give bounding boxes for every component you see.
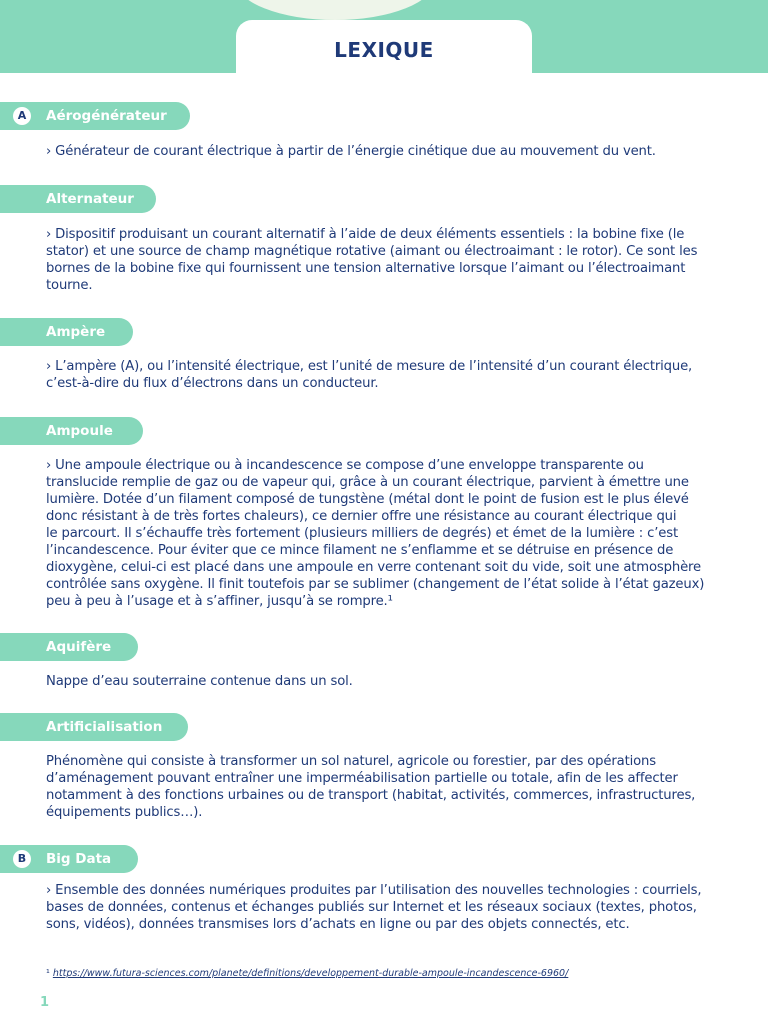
definition-line: peu à peu à l’usage et à s’affiner, jusqu’à se rompre.¹	[46, 594, 393, 609]
footnote-link[interactable]: https://www.futura-sciences.com/planete/definitions/developpement-durable-ampoule-incandescence-6960/	[52, 968, 569, 979]
term-label-alternateur	[0, 185, 156, 213]
term-label-ampoule	[0, 417, 143, 445]
definition-line: › Générateur de courant électrique à partir de l’énergie cinétique due au mouvement du vent.	[46, 144, 656, 159]
letter-badge-a: A	[13, 107, 31, 125]
definition-alternateur	[46, 226, 721, 294]
definition-ampoule	[46, 457, 721, 610]
definition-line: Phénomène qui consiste à transformer un sol naturel, agricole ou forestier, par des opérations	[46, 754, 656, 769]
footnote	[46, 968, 568, 979]
term-name: Ampère	[46, 324, 106, 340]
term-name: Aérogénérateur	[46, 108, 167, 124]
term-label-aerogenerateur	[0, 102, 190, 130]
definition-line: équipements publics…).	[46, 805, 203, 820]
definition-line: contrôlée sans oxygène. Il finit toutefois par se sublimer (changement de l’état solide à l’état gazeux)	[46, 577, 705, 592]
definition-line: c’est-à-dire du flux d’électrons dans un conducteur.	[46, 376, 379, 391]
definition-line: › Dispositif produisant un courant alternatif à l’aide de deux éléments essentiels : la bobine fixe (le	[46, 227, 685, 242]
page-number: 1	[40, 995, 50, 1010]
definition-line: sons, vidéos), données transmises lors d’achats en ligne ou par des objets connectés, etc.	[46, 917, 630, 932]
definition-aerogenerateur	[46, 143, 721, 160]
term-label-aquifere	[0, 633, 138, 661]
definition-line: Nappe d’eau souterraine contenue dans un sol.	[46, 674, 353, 689]
definition-line: › L’ampère (A), ou l’intensité électrique, est l’unité de mesure de l’intensité d’un courant électrique,	[46, 359, 693, 374]
definition-line: translucide remplie de gaz ou de vapeur qui, grâce à un courant électrique, parvient à émettre une	[46, 475, 689, 490]
definition-line: l’incandescence. Pour éviter que ce mince filament ne s’enflamme et se détruise en présence de	[46, 543, 674, 558]
definition-line: d’aménagement pouvant entraîner une imperméabilisation partielle ou totale, afin de les affecter	[46, 771, 678, 786]
term-label-big-data	[0, 845, 138, 873]
definition-line: dioxygène, celui-ci est placé dans une ampoule en verre contenant soit du vide, soit une atmosphère	[46, 560, 701, 575]
definition-line: bases de données, contenus et échanges publiés sur Internet et les réseaux sociaux (textes, photos,	[46, 900, 697, 915]
definition-line: tourne.	[46, 278, 93, 293]
definition-line: notamment à des fonctions urbaines ou de transport (habitat, activités, commerces, infrastructures,	[46, 788, 696, 803]
footnote-mark: ¹	[46, 968, 50, 979]
definition-line: › Une ampoule électrique ou à incandescence se compose d’une enveloppe transparente ou	[46, 458, 644, 473]
definition-line: › Ensemble des données numériques produites par l’utilisation des nouvelles technologies : courriels,	[46, 883, 702, 898]
term-name: Alternateur	[46, 191, 134, 207]
term-name: Big Data	[46, 851, 112, 867]
term-name: Artificialisation	[46, 719, 163, 735]
definition-line: lumière. Dotée d’un filament composé de tungstène (métal dont le point de fusion est le plus élevé	[46, 492, 689, 507]
term-name: Aquifère	[46, 639, 112, 655]
definition-artificialisation	[46, 753, 721, 821]
page-title: LEXIQUE	[334, 38, 434, 62]
definition-line: le parcourt. Il s’échauffe très fortement (plusieurs milliers de degrés) et émet de la lumière : c’est	[46, 526, 678, 541]
term-name: Ampoule	[46, 423, 113, 439]
letter-badge-b: B	[13, 850, 31, 868]
term-label-artificialisation	[0, 713, 188, 741]
definition-line: bornes de la bobine fixe qui fournissent une tension alternative lorsque l’aimant ou l’électroaimant	[46, 261, 686, 276]
header-decoration	[235, 0, 435, 20]
definition-ampere	[46, 358, 721, 392]
definition-line: stator) et une source de champ magnétique rotative (aimant ou électroaimant : le rotor). Ce sont les	[46, 244, 698, 259]
definition-big-data	[46, 882, 721, 933]
definition-aquifere	[46, 673, 721, 690]
term-label-ampere	[0, 318, 133, 346]
definition-line: donc résistant à de très fortes chaleurs), ce dernier offre une résistance au courant électrique qui	[46, 509, 677, 524]
